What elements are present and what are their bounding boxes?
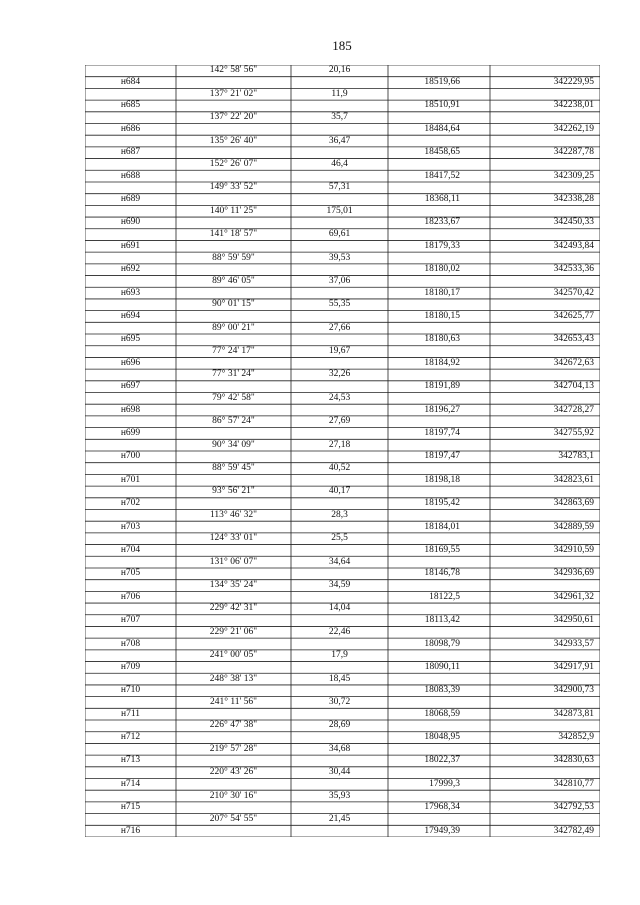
x-coordinate-cell: [388, 592, 490, 603]
x-coordinate-cell-text: 18184,01: [424, 521, 460, 532]
x-coordinate-cell: [388, 334, 490, 345]
x-coordinate-cell-text: 17949,39: [424, 825, 460, 836]
y-coordinate-cell: [490, 311, 600, 322]
distance-cell: 40,17: [328, 486, 351, 497]
y-coordinate-cell-text: 342238,01: [553, 100, 594, 111]
x-coordinate-cell-text: 18022,37: [424, 755, 460, 766]
point-name-cell: н692: [120, 264, 141, 275]
y-coordinate-cell-text: 342533,36: [553, 264, 594, 275]
y-coordinate-cell: [490, 802, 600, 813]
y-coordinate-cell-text: 342672,63: [553, 357, 594, 368]
distance-cell: 21,45: [328, 813, 351, 824]
x-coordinate-cell: [388, 147, 490, 158]
point-name-cell: н716: [120, 825, 141, 836]
y-coordinate-cell-text: 342704,13: [553, 381, 594, 392]
x-coordinate-cell: [388, 451, 490, 462]
x-coordinate-cell-text: 18510,91: [424, 100, 460, 111]
y-coordinate-cell-text: 342783,1: [558, 451, 594, 462]
x-coordinate-cell-text: 18169,55: [424, 544, 460, 555]
distance-cell: 18,45: [328, 673, 351, 684]
point-name-cell: н705: [120, 568, 141, 579]
y-coordinate-cell: [490, 755, 600, 766]
distance-cell: 28,3: [331, 509, 348, 520]
distance-cell: 20,16: [328, 65, 351, 76]
direction-angle-cell: 90° 01' 15": [212, 299, 255, 310]
distance-cell: 34,68: [328, 743, 351, 754]
direction-angle-cell: 140° 11' 25": [209, 205, 258, 216]
y-coordinate-cell-text: 342933,57: [553, 638, 594, 649]
direction-angle-cell: 89° 46' 05": [212, 275, 255, 286]
y-coordinate-cell-text: 342262,19: [553, 123, 594, 134]
point-name-cell: н689: [120, 194, 141, 204]
y-coordinate-cell-text: 342570,42: [553, 287, 594, 298]
point-name-cell: н694: [120, 310, 141, 321]
x-coordinate-cell: [388, 545, 490, 556]
point-name-cell: н708: [120, 638, 141, 649]
y-coordinate-cell-text: 342728,27: [553, 404, 594, 415]
y-coordinate-cell: [490, 451, 600, 462]
distance-cell: 24,53: [328, 392, 351, 403]
x-coordinate-cell-text: 17968,34: [424, 802, 460, 813]
y-coordinate-cell: [490, 194, 600, 205]
x-coordinate-cell-text: 18191,89: [424, 381, 460, 392]
x-coordinate-cell: [388, 639, 490, 650]
y-coordinate-cell-text: 342917,91: [553, 661, 594, 672]
direction-angle-cell: 88° 59' 59": [212, 252, 255, 263]
direction-angle-cell: 248° 38' 13": [209, 673, 258, 684]
y-coordinate-cell-text: 342287,78: [553, 147, 594, 158]
point-name-cell: н700: [120, 451, 141, 462]
x-coordinate-cell-text: 18519,66: [424, 77, 460, 88]
distance-cell: 34,64: [328, 556, 351, 567]
point-name-cell: н701: [120, 474, 141, 485]
direction-angle-cell: 77° 31' 24": [212, 369, 255, 380]
y-coordinate-cell: [490, 615, 600, 626]
y-coordinate-cell-text: 342782,49: [553, 825, 594, 836]
y-coordinate-cell-text: 342810,77: [553, 778, 594, 789]
y-coordinate-cell: [490, 639, 600, 650]
direction-angle-cell: 149° 33' 52": [209, 182, 258, 193]
x-coordinate-cell: [388, 662, 490, 673]
x-coordinate-cell: [388, 124, 490, 135]
x-coordinate-cell-text: 17999,3: [429, 778, 460, 789]
x-coordinate-cell: [388, 381, 490, 392]
distance-cell: 35,93: [328, 790, 351, 801]
coordinates-table: [85, 65, 600, 837]
x-coordinate-cell-text: 18198,18: [424, 474, 460, 485]
y-coordinate-cell-text: 342755,92: [553, 427, 594, 438]
direction-angle-cell: 137° 21' 02": [209, 88, 258, 99]
y-coordinate-cell: [490, 545, 600, 556]
direction-angle-cell: 89° 00' 21": [212, 322, 255, 333]
direction-angle-cell: 152° 26' 07": [209, 158, 258, 169]
distance-cell: 17,9: [331, 650, 348, 661]
direction-angle-cell: 124° 33' 01": [209, 533, 258, 544]
y-coordinate-cell: [490, 826, 600, 837]
point-name-cell: н693: [120, 287, 141, 298]
distance-cell: 22,46: [328, 626, 351, 637]
distance-cell: 25,5: [331, 533, 348, 544]
direction-angle-cell: 220° 43' 26": [209, 767, 258, 778]
y-coordinate-cell: [490, 709, 600, 720]
y-coordinate-cell-text: 342852,9: [558, 732, 594, 743]
y-coordinate-cell-text: 342900,73: [553, 685, 594, 696]
x-coordinate-cell-text: 18048,95: [424, 732, 460, 743]
point-name-cell: н684: [120, 77, 141, 88]
direction-angle-cell: 77° 24' 17": [212, 346, 255, 357]
y-coordinate-cell-text: 342450,33: [553, 217, 594, 228]
x-coordinate-cell-text: 18184,92: [424, 357, 460, 368]
direction-angle-cell: 134° 35' 24": [209, 580, 258, 590]
x-coordinate-cell: [388, 709, 490, 720]
y-coordinate-cell-text: 342950,61: [553, 615, 594, 626]
distance-cell: 30,72: [328, 696, 351, 707]
distance-cell: 55,35: [328, 299, 351, 310]
point-name-cell: н687: [120, 147, 141, 158]
distance-cell: 39,53: [328, 252, 351, 263]
direction-angle-cell: 229° 21' 06": [209, 626, 258, 637]
x-coordinate-cell: [388, 615, 490, 626]
direction-angle-cell: 90° 34' 09": [212, 439, 255, 450]
y-coordinate-cell: [490, 100, 600, 111]
point-name-cell: н699: [120, 427, 141, 438]
y-coordinate-cell-text: 342873,81: [553, 708, 594, 719]
y-coordinate-cell-text: 342863,69: [553, 498, 594, 509]
x-coordinate-cell: [388, 217, 490, 228]
y-coordinate-cell: [490, 264, 600, 275]
distance-cell: 19,67: [328, 346, 351, 357]
point-name-cell: н702: [120, 498, 141, 509]
y-coordinate-cell: [490, 498, 600, 509]
y-coordinate-cell: [490, 217, 600, 228]
x-coordinate-cell-text: 18180,63: [424, 334, 460, 345]
y-coordinate-cell-text: 342493,84: [553, 240, 594, 251]
y-coordinate-cell: [490, 662, 600, 673]
direction-angle-cell: 113° 46' 32": [209, 509, 258, 520]
x-coordinate-cell-text: 18484,64: [424, 123, 460, 134]
point-name-cell: н713: [120, 755, 141, 766]
y-coordinate-cell-text: 342309,25: [553, 170, 594, 181]
x-coordinate-cell-text: 18180,17: [424, 287, 460, 298]
x-coordinate-cell-text: 18098,79: [424, 638, 460, 649]
point-name-cell: н704: [120, 544, 141, 555]
y-coordinate-cell: [490, 428, 600, 439]
distance-cell: 27,18: [328, 439, 351, 450]
y-coordinate-cell-text: 342653,43: [553, 334, 594, 345]
distance-cell: 34,59: [328, 580, 351, 590]
point-name-cell: н709: [120, 661, 141, 672]
point-name-cell: н697: [120, 381, 141, 392]
y-coordinate-cell: [490, 334, 600, 345]
direction-angle-cell: 142° 58' 56": [209, 65, 258, 76]
distance-cell: 46,4: [331, 158, 348, 169]
y-coordinate-cell: [490, 124, 600, 135]
x-coordinate-cell: [388, 171, 490, 182]
direction-angle-cell: 137° 22' 20": [209, 112, 258, 123]
y-coordinate-cell: [490, 147, 600, 158]
y-coordinate-cell-text: 342792,53: [553, 802, 594, 813]
x-coordinate-cell-text: 18197,47: [424, 451, 460, 462]
y-coordinate-cell-text: 342823,61: [553, 474, 594, 485]
point-name-cell: н710: [120, 685, 141, 696]
x-coordinate-cell-text: 18233,67: [424, 217, 460, 228]
x-coordinate-cell: [388, 77, 490, 88]
y-coordinate-cell: [490, 475, 600, 486]
x-coordinate-cell-text: 18090,11: [424, 661, 460, 672]
y-coordinate-cell: [490, 685, 600, 696]
x-coordinate-cell: [388, 685, 490, 696]
x-coordinate-cell: [388, 826, 490, 837]
y-coordinate-cell: [490, 405, 600, 416]
y-coordinate-cell-text: 342229,95: [553, 77, 594, 88]
direction-angle-cell: 88° 59' 45": [212, 463, 255, 474]
point-name-cell: н698: [120, 404, 141, 415]
direction-angle-cell: 79° 42' 58": [212, 392, 255, 403]
page-number: 185: [332, 38, 352, 53]
x-coordinate-cell: [388, 428, 490, 439]
point-name-cell: н695: [120, 334, 141, 345]
point-name-cell: н685: [120, 100, 141, 111]
direction-angle-cell: 141° 18' 57": [209, 229, 258, 240]
x-coordinate-cell: [388, 732, 490, 743]
point-name-cell: н711: [121, 708, 140, 719]
y-coordinate-cell-text: 342936,69: [553, 568, 594, 579]
direction-angle-cell: 226° 47' 38": [209, 720, 258, 731]
direction-angle-cell: 241° 11' 56": [209, 696, 258, 707]
distance-cell: 27,69: [328, 416, 351, 427]
x-coordinate-cell: [388, 100, 490, 111]
y-coordinate-cell: [490, 241, 600, 252]
direction-angle-cell: 131° 06' 07": [209, 556, 258, 567]
direction-angle-cell: 135° 26' 40": [209, 135, 258, 146]
y-coordinate-cell-text: 342625,77: [553, 310, 594, 321]
x-coordinate-cell: [388, 358, 490, 369]
y-coordinate-cell: [490, 171, 600, 182]
x-coordinate-cell: [388, 311, 490, 322]
point-name-cell: н696: [120, 357, 141, 368]
x-coordinate-cell-text: 18197,74: [424, 427, 460, 438]
distance-cell: 69,61: [328, 229, 351, 240]
distance-cell: 40,52: [328, 463, 351, 474]
y-coordinate-cell-text: 342961,32: [553, 591, 594, 602]
point-name-cell: н714: [120, 778, 141, 789]
x-coordinate-cell: [388, 475, 490, 486]
y-coordinate-cell-text: 342889,59: [553, 521, 594, 532]
direction-angle-cell: 86° 57' 24": [212, 416, 255, 427]
x-coordinate-cell-text: 18368,11: [424, 194, 460, 204]
x-coordinate-cell: [388, 405, 490, 416]
y-coordinate-cell: [490, 732, 600, 743]
y-coordinate-cell: [490, 77, 600, 88]
x-coordinate-cell: [388, 264, 490, 275]
distance-cell: 30,44: [328, 767, 351, 778]
distance-cell: 14,04: [328, 603, 351, 614]
x-coordinate-cell-text: 18180,15: [424, 310, 460, 321]
x-coordinate-cell: [388, 802, 490, 813]
x-coordinate-cell-text: 18083,39: [424, 685, 460, 696]
y-coordinate-cell: [490, 288, 600, 299]
y-coordinate-cell-text: 342830,63: [553, 755, 594, 766]
x-coordinate-cell-text: 18179,33: [424, 240, 460, 251]
distance-cell: 175,01: [326, 205, 353, 216]
x-coordinate-cell-text: 18180,02: [424, 264, 460, 275]
point-name-cell: н706: [120, 591, 141, 602]
distance-cell: 27,66: [328, 322, 351, 333]
x-coordinate-cell: [388, 194, 490, 205]
x-coordinate-cell-text: 18068,59: [424, 708, 460, 719]
x-coordinate-cell-text: 18458,65: [424, 147, 460, 158]
point-name-cell: н703: [120, 521, 141, 532]
point-name-cell: н691: [120, 240, 141, 251]
direction-angle-cell: 207° 54' 55": [209, 813, 258, 824]
direction-angle-cell: 229° 42' 31": [209, 603, 258, 614]
x-coordinate-cell: [388, 288, 490, 299]
y-coordinate-cell: [490, 779, 600, 790]
point-name-cell: н690: [120, 217, 141, 228]
distance-cell: 36,47: [328, 135, 351, 146]
y-coordinate-cell: [490, 358, 600, 369]
distance-cell: 57,31: [328, 182, 351, 193]
point-name-cell: н688: [120, 170, 141, 181]
x-coordinate-cell-text: 18417,52: [424, 170, 460, 181]
x-coordinate-cell: [388, 498, 490, 509]
point-name-cell: н715: [120, 802, 141, 813]
point-name-cell: н707: [120, 615, 141, 626]
x-coordinate-cell: [388, 779, 490, 790]
point-name-cell: н712: [120, 732, 141, 743]
distance-cell: 37,06: [328, 275, 351, 286]
direction-angle-cell: 210° 30' 16": [209, 790, 258, 801]
distance-cell: 11,9: [331, 88, 348, 99]
distance-cell: 32,26: [328, 369, 351, 380]
x-coordinate-cell: [388, 755, 490, 766]
distance-cell: 28,69: [328, 720, 351, 731]
y-coordinate-cell: [490, 592, 600, 603]
distance-cell: 35,7: [331, 112, 348, 123]
y-coordinate-cell: [490, 381, 600, 392]
y-coordinate-cell: [490, 522, 600, 533]
x-coordinate-cell-text: 18146,78: [424, 568, 460, 579]
y-coordinate-cell-text: 342338,28: [553, 194, 594, 204]
x-coordinate-cell: [388, 568, 490, 579]
direction-angle-cell: 241° 00' 05": [209, 650, 258, 661]
x-coordinate-cell-text: 18195,42: [424, 498, 460, 509]
y-coordinate-cell-text: 342910,59: [553, 544, 594, 555]
direction-angle-cell: 219° 57' 28": [209, 743, 258, 754]
x-coordinate-cell-text: 18122,5: [429, 591, 460, 602]
direction-angle-cell: 93° 56' 21": [212, 486, 255, 497]
point-name-cell: н686: [120, 123, 141, 134]
y-coordinate-cell: [490, 568, 600, 579]
x-coordinate-cell-text: 18196,27: [424, 404, 460, 415]
x-coordinate-cell-text: 18113,42: [424, 615, 460, 626]
x-coordinate-cell: [388, 522, 490, 533]
x-coordinate-cell: [388, 241, 490, 252]
